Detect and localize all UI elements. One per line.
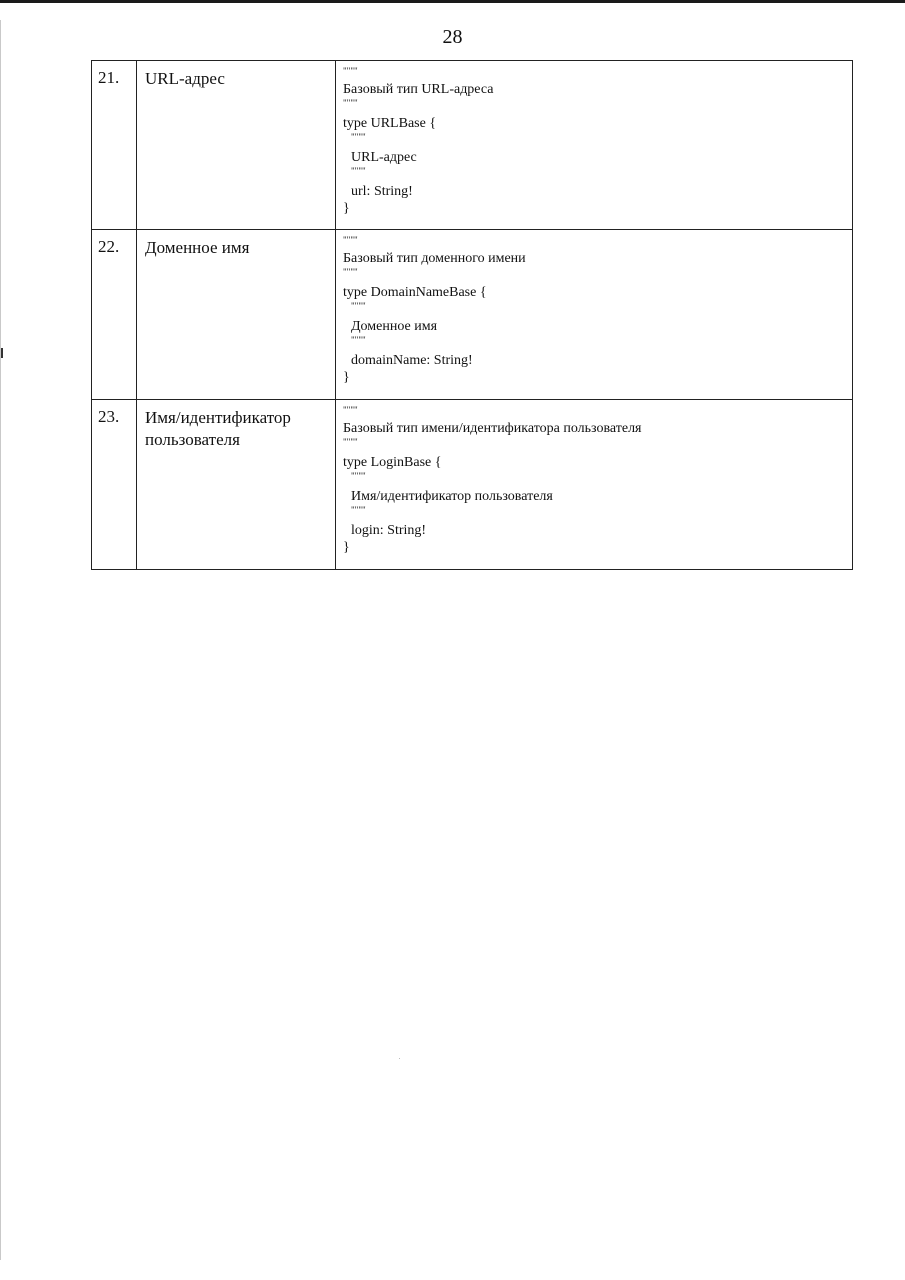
field-description: URL-адрес: [351, 150, 417, 165]
top-border: [0, 0, 905, 3]
table-row: [92, 400, 853, 570]
docstring-quotes: """": [343, 235, 358, 245]
type-description: Базовый тип доменного имени: [343, 251, 526, 266]
left-scan-edge: [0, 20, 1, 1260]
type-description: Базовый тип URL-адреса: [343, 82, 494, 97]
docstring-quotes: """": [343, 267, 358, 277]
docstring-quotes: """": [343, 405, 358, 415]
row-number: 22.: [92, 230, 137, 400]
docstring-quotes: """": [351, 132, 366, 142]
closing-brace: }: [343, 540, 350, 555]
page-number: 28: [442, 26, 463, 48]
docstring-quotes: """": [343, 98, 358, 108]
field-description: Доменное имя: [351, 319, 438, 334]
row-name: Имя/идентификатор пользователя: [137, 400, 336, 570]
row-code: [336, 230, 853, 400]
row-number: 23.: [92, 400, 137, 570]
docstring-quotes: """": [343, 437, 358, 447]
docstring-quotes: """": [343, 66, 358, 76]
scan-speck: [399, 1058, 400, 1059]
docstring-quotes: """": [351, 471, 366, 481]
closing-brace: }: [343, 370, 350, 385]
docstring-quotes: """": [351, 301, 366, 311]
field-declaration: url: String!: [351, 184, 413, 199]
type-declaration: type LoginBase {: [343, 455, 442, 470]
field-declaration: domainName: String!: [351, 353, 473, 368]
field-description: Имя/идентификатор пользователя: [351, 489, 553, 504]
type-declaration: type URLBase {: [343, 116, 437, 131]
row-number: 21.: [92, 61, 137, 230]
docstring-quotes: """": [351, 335, 366, 345]
type-definitions-table: [91, 60, 853, 570]
type-description: Базовый тип имени/идентификатора пользователя: [343, 421, 642, 436]
row-code: [336, 61, 853, 230]
docstring-quotes: """": [351, 505, 366, 515]
table-row: [92, 230, 853, 400]
field-declaration: login: String!: [351, 523, 427, 538]
left-margin-mark: [1, 348, 3, 358]
table-row: [92, 61, 853, 230]
row-name: URL-адрес: [137, 61, 336, 230]
closing-brace: }: [343, 201, 350, 216]
row-name: Доменное имя: [137, 230, 336, 400]
type-declaration: type DomainNameBase {: [343, 285, 487, 300]
docstring-quotes: """": [351, 166, 366, 176]
row-code: [336, 400, 853, 570]
